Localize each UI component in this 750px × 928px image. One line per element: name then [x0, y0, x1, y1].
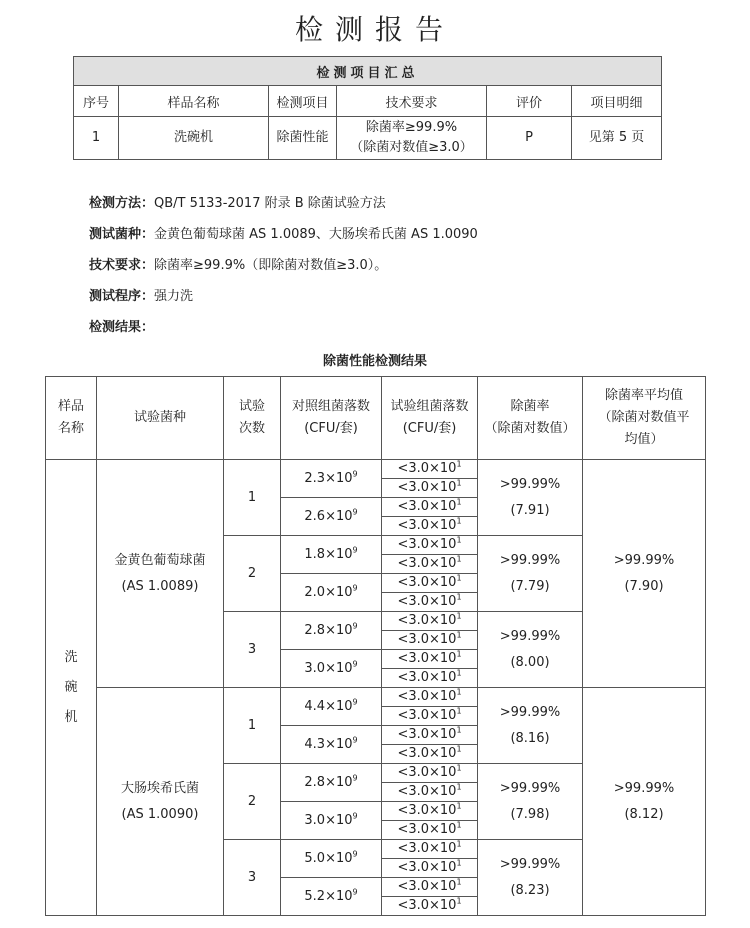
- trial-number: 3: [224, 840, 281, 916]
- log-value: (8.16): [510, 730, 550, 746]
- control-count: [281, 650, 382, 688]
- info-value: QB/T 5133-2017 附录 B 除菌试验方法: [154, 196, 386, 211]
- mantissa: <3.0×10: [397, 480, 457, 495]
- exponent: 1: [456, 459, 462, 469]
- exponent: 1: [456, 820, 462, 830]
- mantissa: <3.0×10: [397, 784, 457, 799]
- test-count: [382, 669, 478, 688]
- trial-number: 2: [224, 536, 281, 612]
- test-count: [382, 650, 478, 669]
- control-value: [304, 851, 357, 866]
- mantissa: <3.0×10: [397, 499, 457, 514]
- control-count: [281, 726, 382, 764]
- info-value: 强力洗: [154, 289, 194, 304]
- test-value: [397, 727, 461, 742]
- strain-code: (AS 1.0090): [121, 806, 199, 822]
- header-test: 试验组菌落数 (CFU/套): [382, 377, 478, 460]
- mantissa: 2.8×10: [304, 622, 353, 638]
- exponent: 9: [352, 507, 358, 517]
- control-count: [281, 460, 382, 498]
- row-detail: 见第 5 页: [572, 117, 662, 160]
- test-value: [397, 708, 461, 723]
- control-value: [304, 623, 357, 638]
- table-row: [46, 688, 706, 707]
- test-value: [397, 461, 461, 476]
- reduction-rate: [478, 840, 583, 916]
- control-value: [304, 737, 357, 752]
- control-value: [304, 471, 357, 486]
- mantissa: 2.8×10: [304, 774, 353, 790]
- info-program: [89, 285, 193, 304]
- test-count: [382, 840, 478, 859]
- rate-value: >99.99%: [499, 552, 561, 568]
- mantissa: <3.0×10: [397, 727, 457, 742]
- test-count: [382, 593, 478, 612]
- control-count: [281, 536, 382, 574]
- header-strain: 试验菌种: [97, 377, 224, 460]
- control-value: [304, 585, 357, 600]
- rate-value: >99.99%: [499, 628, 561, 644]
- info-label: 测试程序：: [89, 289, 155, 304]
- info-method: [89, 192, 386, 211]
- info-strains: [89, 223, 478, 242]
- test-value: [397, 803, 461, 818]
- average-rate: [583, 688, 706, 916]
- test-value: [397, 537, 461, 552]
- header-sample: 样品 名称: [46, 377, 97, 460]
- summary-header: 检测项目汇总: [74, 57, 662, 86]
- mantissa: <3.0×10: [397, 632, 457, 647]
- test-value: [397, 556, 461, 571]
- log-value: (8.00): [510, 654, 550, 670]
- exponent: 1: [456, 858, 462, 868]
- control-value: [304, 775, 357, 790]
- test-count: [382, 517, 478, 536]
- sample-char: 机: [64, 709, 78, 725]
- exponent: 1: [456, 630, 462, 640]
- mantissa: <3.0×10: [397, 841, 457, 856]
- log-value: (8.23): [510, 882, 550, 898]
- info-label: 技术要求：: [89, 258, 155, 273]
- test-value: [397, 670, 461, 685]
- mantissa: <3.0×10: [397, 670, 457, 685]
- test-value: [397, 841, 461, 856]
- test-count: [382, 555, 478, 574]
- sample-char: 洗: [64, 649, 78, 665]
- test-value: [397, 594, 461, 609]
- table-row: [46, 460, 706, 479]
- average-rate: [583, 460, 706, 688]
- test-count: [382, 878, 478, 897]
- row-sample: 洗碗机: [119, 117, 269, 160]
- results-table: [45, 376, 706, 916]
- mantissa: <3.0×10: [397, 613, 457, 628]
- exponent: 1: [456, 592, 462, 602]
- control-count: [281, 764, 382, 802]
- strain-name: 大肠埃希氏菌: [120, 780, 199, 796]
- test-count: [382, 479, 478, 498]
- test-value: [397, 898, 461, 913]
- control-value: [304, 509, 357, 524]
- mantissa: 2.3×10: [304, 470, 353, 486]
- col-header: 检测项目: [269, 86, 337, 117]
- reduction-rate: [478, 460, 583, 536]
- row-requirement: [337, 117, 487, 160]
- control-value: [304, 699, 357, 714]
- exponent: 1: [456, 706, 462, 716]
- control-count: [281, 498, 382, 536]
- col-header: 评价: [487, 86, 572, 117]
- info-requirement: [89, 254, 387, 273]
- mantissa: 5.0×10: [304, 850, 353, 866]
- test-count: [382, 897, 478, 916]
- mantissa: 3.0×10: [304, 812, 353, 828]
- test-value: [397, 651, 461, 666]
- info-label: 检测方法：: [89, 196, 155, 211]
- log-value: (7.79): [510, 578, 550, 594]
- mantissa: 3.0×10: [304, 660, 353, 676]
- exponent: 1: [456, 554, 462, 564]
- col-header: 项目明细: [572, 86, 662, 117]
- mantissa: <3.0×10: [397, 879, 457, 894]
- trial-number: 2: [224, 764, 281, 840]
- exponent: 1: [456, 687, 462, 697]
- test-value: [397, 860, 461, 875]
- exponent: 1: [456, 573, 462, 583]
- exponent: 1: [456, 649, 462, 659]
- exponent: 1: [456, 877, 462, 887]
- test-value: [397, 518, 461, 533]
- test-count: [382, 745, 478, 764]
- mantissa: <3.0×10: [397, 651, 457, 666]
- test-count: [382, 574, 478, 593]
- mantissa: <3.0×10: [397, 708, 457, 723]
- trial-number: 1: [224, 460, 281, 536]
- exponent: 9: [352, 887, 358, 897]
- rate-value: >99.99%: [499, 780, 561, 796]
- control-count: [281, 688, 382, 726]
- test-count: [382, 802, 478, 821]
- avg-log-value: (7.90): [624, 578, 664, 594]
- results-title: 除菌性能检测结果: [322, 354, 427, 369]
- log-value: (7.98): [510, 806, 550, 822]
- mantissa: <3.0×10: [397, 594, 457, 609]
- rate-value: >99.99%: [499, 476, 561, 492]
- mantissa: <3.0×10: [397, 765, 457, 780]
- info-value: 除菌率≥99.9%（即除菌对数值≥3.0）。: [154, 258, 388, 273]
- test-count: [382, 764, 478, 783]
- test-count: [382, 726, 478, 745]
- exponent: 9: [352, 659, 358, 669]
- mantissa: 2.6×10: [304, 508, 353, 524]
- exponent: 1: [456, 516, 462, 526]
- exponent: 9: [352, 545, 358, 555]
- test-value: [397, 784, 461, 799]
- mantissa: 4.4×10: [304, 698, 353, 714]
- strain-cell: [97, 688, 224, 916]
- exponent: 1: [456, 668, 462, 678]
- exponent: 1: [456, 839, 462, 849]
- test-value: [397, 765, 461, 780]
- info-result: [89, 316, 154, 335]
- header-rate: 除菌率 （除菌对数值）: [478, 377, 583, 460]
- test-count: [382, 859, 478, 878]
- reduction-rate: [478, 536, 583, 612]
- control-value: [304, 889, 357, 904]
- test-value: [397, 746, 461, 761]
- control-value: [304, 547, 357, 562]
- trial-number: 1: [224, 688, 281, 764]
- report-title: 检测报告: [294, 13, 455, 46]
- mantissa: <3.0×10: [397, 461, 457, 476]
- exponent: 9: [352, 583, 358, 593]
- col-header: 序号: [74, 86, 119, 117]
- exponent: 1: [456, 535, 462, 545]
- mantissa: 5.2×10: [304, 888, 353, 904]
- control-count: [281, 802, 382, 840]
- mantissa: <3.0×10: [397, 556, 457, 571]
- exponent: 9: [352, 469, 358, 479]
- exponent: 1: [456, 725, 462, 735]
- test-count: [382, 688, 478, 707]
- mantissa: 1.8×10: [304, 546, 353, 562]
- mantissa: <3.0×10: [397, 689, 457, 704]
- exponent: 1: [456, 763, 462, 773]
- test-value: [397, 879, 461, 894]
- test-value: [397, 480, 461, 495]
- exponent: 1: [456, 497, 462, 507]
- info-label: 测试菌种：: [89, 227, 155, 242]
- test-value: [397, 822, 461, 837]
- test-value: [397, 499, 461, 514]
- exponent: 9: [352, 773, 358, 783]
- col-header: 技术要求: [337, 86, 487, 117]
- summary-table: [73, 56, 662, 160]
- mantissa: <3.0×10: [397, 575, 457, 590]
- exponent: 1: [456, 744, 462, 754]
- exponent: 1: [456, 782, 462, 792]
- test-count: [382, 783, 478, 802]
- avg-log-value: (8.12): [624, 806, 664, 822]
- requirement-line: （除菌对数值≥3.0）: [350, 140, 473, 155]
- mantissa: <3.0×10: [397, 518, 457, 533]
- test-count: [382, 612, 478, 631]
- avg-rate-value: >99.99%: [613, 780, 675, 796]
- exponent: 9: [352, 811, 358, 821]
- test-count: [382, 821, 478, 840]
- mantissa: <3.0×10: [397, 746, 457, 761]
- col-header: 样品名称: [119, 86, 269, 117]
- strain-code: (AS 1.0089): [121, 578, 199, 594]
- reduction-rate: [478, 688, 583, 764]
- exponent: 1: [456, 611, 462, 621]
- reduction-rate: [478, 764, 583, 840]
- avg-rate-value: >99.99%: [613, 552, 675, 568]
- header-control: 对照组菌落数 (CFU/套): [281, 377, 382, 460]
- control-count: [281, 574, 382, 612]
- exponent: 1: [456, 478, 462, 488]
- test-value: [397, 689, 461, 704]
- info-value: 金黄色葡萄球菌 AS 1.0089、大肠埃希氏菌 AS 1.0090: [154, 227, 478, 242]
- test-count: [382, 631, 478, 650]
- row-eval: P: [487, 117, 572, 160]
- mantissa: <3.0×10: [397, 537, 457, 552]
- control-count: [281, 612, 382, 650]
- mantissa: <3.0×10: [397, 822, 457, 837]
- rate-value: >99.99%: [499, 856, 561, 872]
- mantissa: 4.3×10: [304, 736, 353, 752]
- row-no: 1: [74, 117, 119, 160]
- exponent: 9: [352, 849, 358, 859]
- test-count: [382, 707, 478, 726]
- log-value: (7.91): [510, 502, 550, 518]
- reduction-rate: [478, 612, 583, 688]
- mantissa: <3.0×10: [397, 860, 457, 875]
- control-value: [304, 813, 357, 828]
- test-count: [382, 460, 478, 479]
- rate-value: >99.99%: [499, 704, 561, 720]
- exponent: 1: [456, 801, 462, 811]
- control-count: [281, 878, 382, 916]
- sample-char: 碗: [64, 679, 78, 695]
- requirement-line: 除菌率≥99.9%: [365, 120, 458, 135]
- mantissa: <3.0×10: [397, 803, 457, 818]
- info-label: 检测结果：: [89, 320, 155, 335]
- test-count: [382, 498, 478, 517]
- test-count: [382, 536, 478, 555]
- sample-name-cell: [46, 460, 97, 916]
- header-average: 除菌率平均值 （除菌对数值平 均值）: [583, 377, 706, 460]
- row-item: 除菌性能: [269, 117, 337, 160]
- trial-number: 3: [224, 612, 281, 688]
- test-value: [397, 632, 461, 647]
- mantissa: 2.0×10: [304, 584, 353, 600]
- exponent: 9: [352, 697, 358, 707]
- test-value: [397, 613, 461, 628]
- test-value: [397, 575, 461, 590]
- control-value: [304, 661, 357, 676]
- strain-cell: [97, 460, 224, 688]
- exponent: 9: [352, 735, 358, 745]
- table-row: [74, 117, 662, 160]
- control-count: [281, 840, 382, 878]
- mantissa: <3.0×10: [397, 898, 457, 913]
- exponent: 1: [456, 896, 462, 906]
- header-trial: 试验 次数: [224, 377, 281, 460]
- exponent: 9: [352, 621, 358, 631]
- strain-name: 金黄色葡萄球菌: [114, 552, 206, 568]
